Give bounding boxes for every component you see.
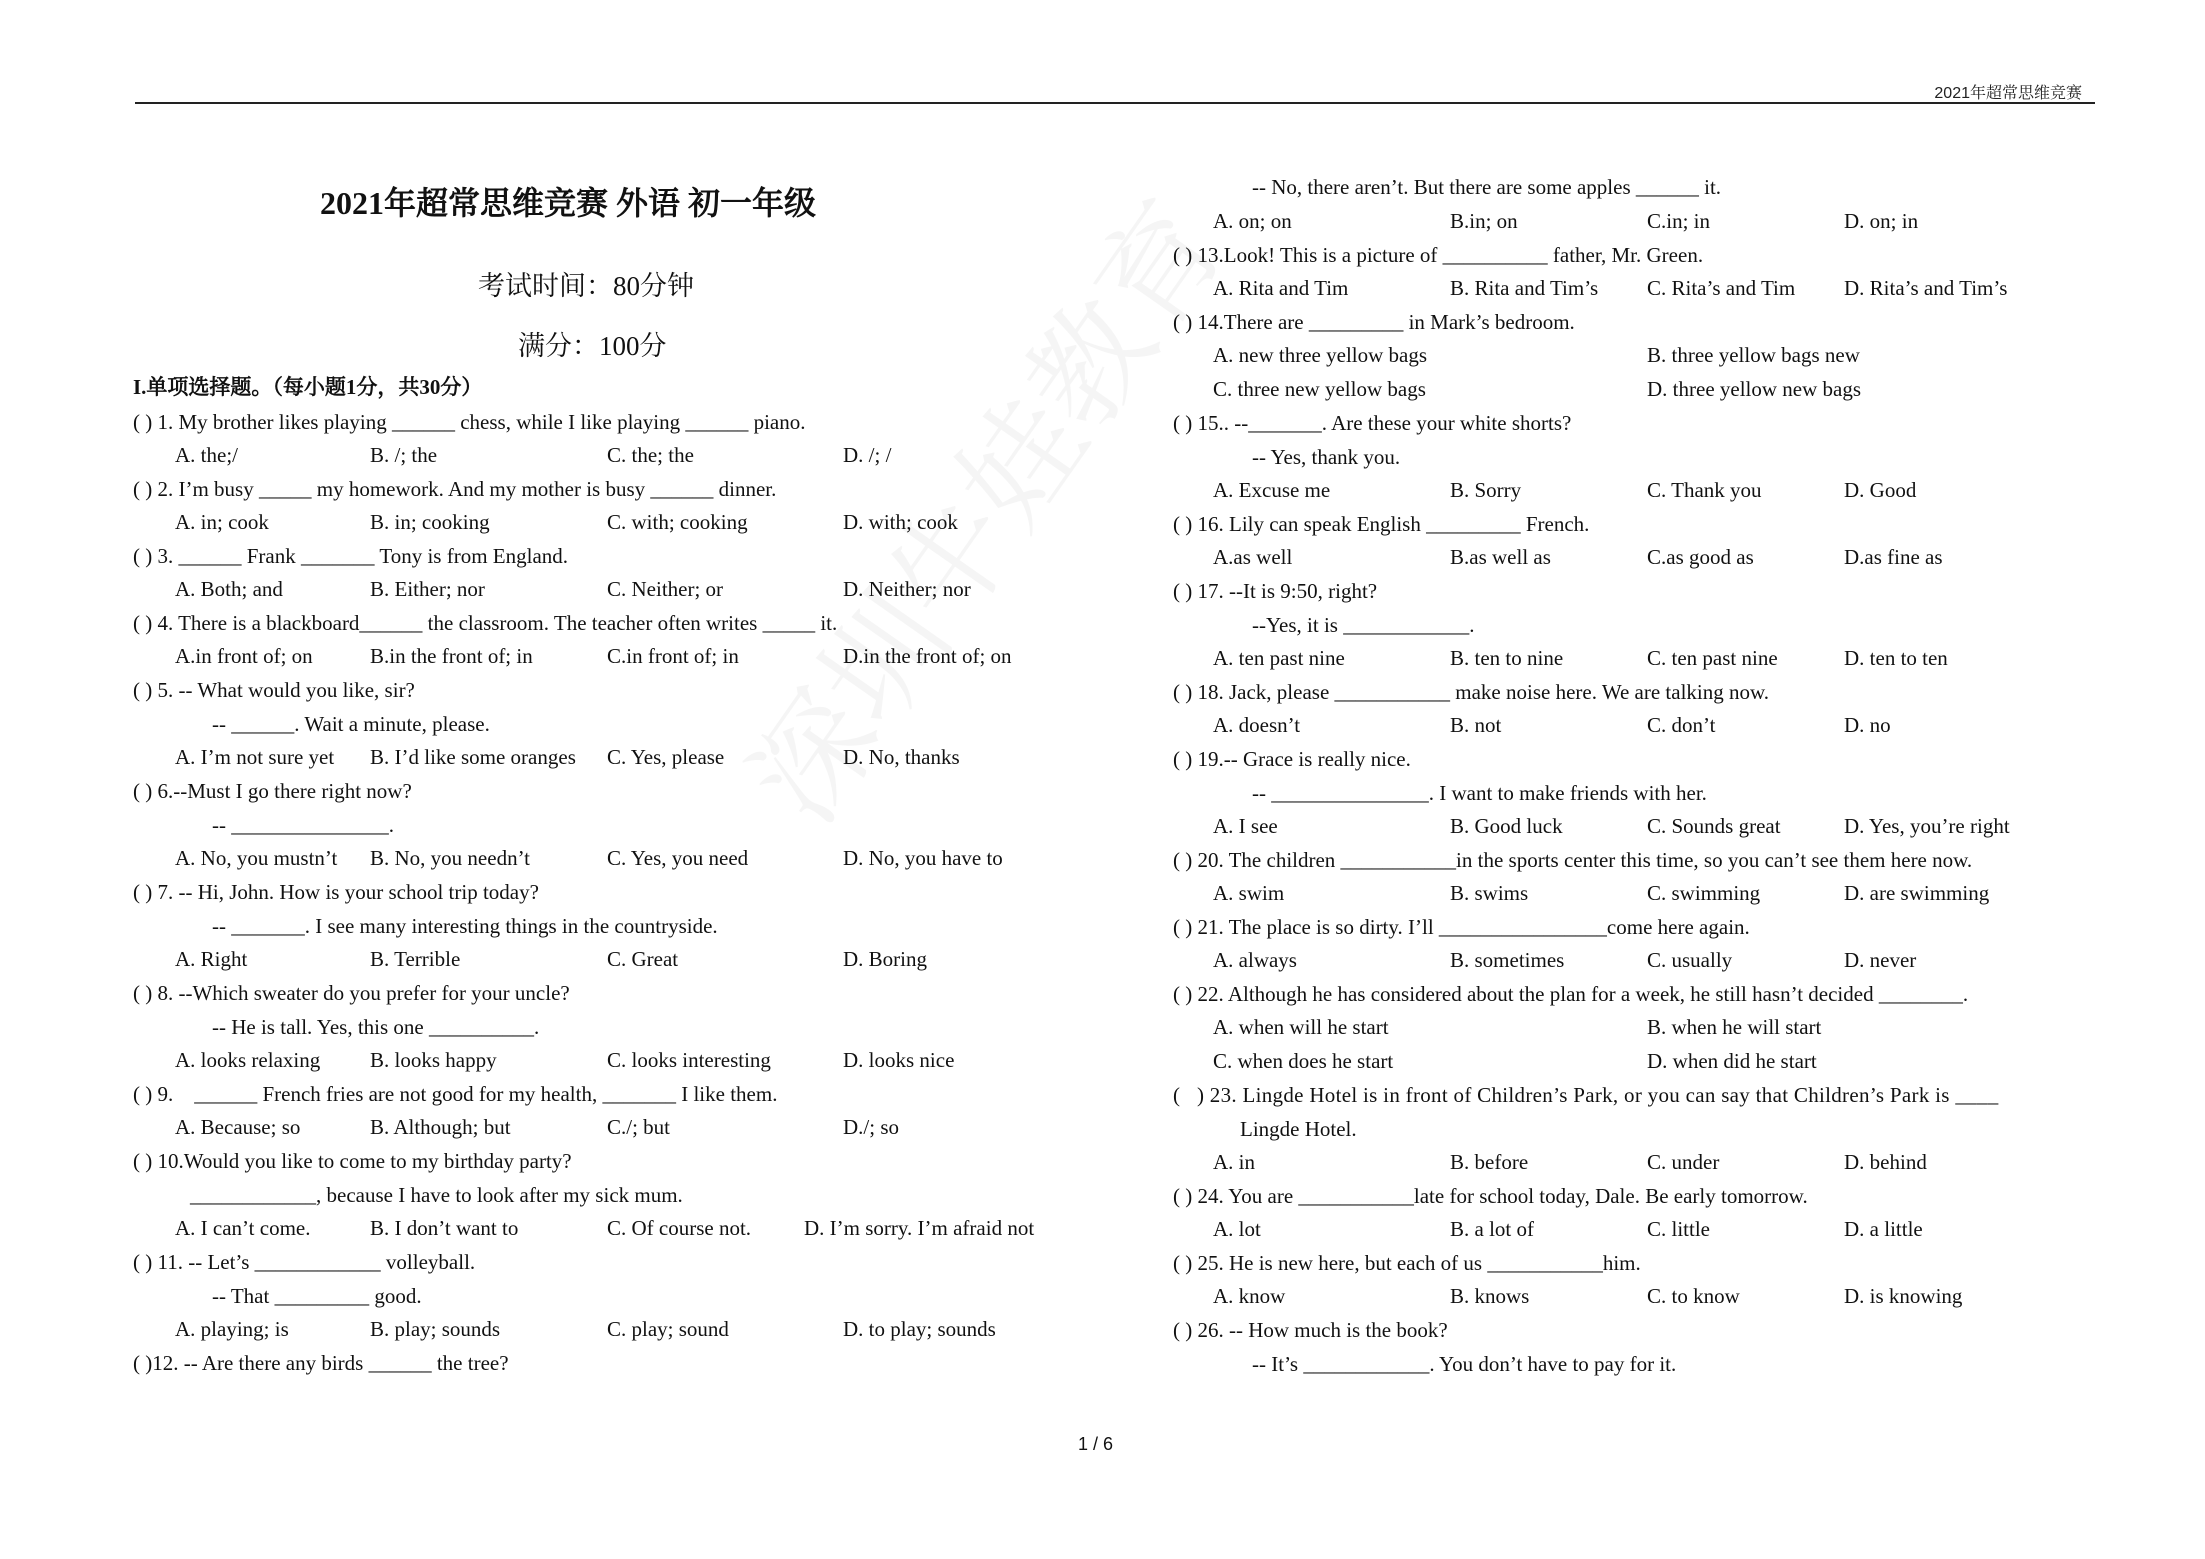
option: D. ten to ten xyxy=(1844,646,1948,670)
option: D. on; in xyxy=(1844,209,1919,233)
option: A. Excuse me xyxy=(1213,478,1331,502)
option: B. ten to nine xyxy=(1450,646,1564,670)
option: B. when he will start xyxy=(1647,1015,1822,1039)
question-10-reply: ____________, because I have to look after my sick mum. xyxy=(190,1183,683,1207)
page-number: 1 / 6 xyxy=(1078,1434,1114,1454)
option: C. ten past nine xyxy=(1647,646,1778,670)
question-23-cont: Lingde Hotel. xyxy=(1240,1117,1357,1141)
option: D. /; / xyxy=(843,443,892,467)
option: B.in the front of; in xyxy=(370,644,533,668)
full-score: 满分：100分 xyxy=(518,331,667,361)
question-15: ( ) 15.. --_______. Are these your white shorts? xyxy=(1173,411,1572,435)
question-15-reply: -- Yes, thank you. xyxy=(1252,445,1401,469)
question-2: ( ) 2. I’m busy _____ my homework. And my mother is busy ______ dinner. xyxy=(133,477,777,501)
option: C.as good as xyxy=(1647,545,1754,569)
option: A. lot xyxy=(1213,1217,1261,1241)
option: B. No, you needn’t xyxy=(370,846,531,870)
question-1: ( ) 1. My brother likes playing ______ chess, while I like playing ______ piano. xyxy=(133,410,806,434)
option: C. Sounds great xyxy=(1647,814,1781,838)
option: B. play; sounds xyxy=(370,1317,501,1341)
option: C.in front of; in xyxy=(607,644,739,668)
option: A. playing; is xyxy=(175,1317,289,1341)
question-4: ( ) 4. There is a blackboard______ the classroom. The teacher often writes _____ it. xyxy=(133,611,838,635)
question-19-reply: -- _______________. I want to make friends with her. xyxy=(1252,781,1707,805)
option: D. I’m sorry. I’m afraid not xyxy=(804,1216,1035,1240)
question-20: ( ) 20. The children ___________in the sports center this time, so you can’t see them here now. xyxy=(1173,848,1973,872)
option: B. not xyxy=(1450,713,1502,737)
option: D. to play; sounds xyxy=(843,1317,996,1341)
question-18: ( ) 18. Jack, please ___________ make noise here. We are talking now. xyxy=(1173,680,1770,704)
option: C.in; in xyxy=(1647,209,1711,233)
option: C. under xyxy=(1647,1150,1720,1174)
option: A. Because; so xyxy=(175,1115,301,1139)
question-9: ( ) 9. ______ French fries are not good for my health, _______ I like them. xyxy=(133,1082,778,1106)
option: A. ten past nine xyxy=(1213,646,1345,670)
option: D. No, thanks xyxy=(843,745,960,769)
option: D. a little xyxy=(1844,1217,1923,1241)
option: B. a lot of xyxy=(1450,1217,1534,1241)
option: B. Sorry xyxy=(1450,478,1522,502)
option: A. on; on xyxy=(1213,209,1292,233)
option: D. never xyxy=(1844,948,1917,972)
question-13: ( ) 13.Look! This is a picture of __________ father, Mr. Green. xyxy=(1173,243,1704,267)
running-header: 2021年超常思维竞赛 xyxy=(1934,85,2082,102)
option: A. always xyxy=(1213,948,1297,972)
option: B. I don’t want to xyxy=(370,1216,519,1240)
header-rule xyxy=(135,102,2095,104)
option: A. swim xyxy=(1213,881,1285,905)
option: A. doesn’t xyxy=(1213,713,1301,737)
exam-time: 考试时间：80分钟 xyxy=(478,271,694,301)
option: C. Yes, please xyxy=(607,745,725,769)
option: C. play; sound xyxy=(607,1317,729,1341)
option: C. Great xyxy=(607,947,679,971)
option: A. Both; and xyxy=(175,577,283,601)
question-17-reply: --Yes, it is ____________. xyxy=(1252,613,1475,637)
question-16: ( ) 16. Lily can speak English _________ French. xyxy=(1173,512,1590,536)
option: C. with; cooking xyxy=(607,510,748,534)
option: A. in; cook xyxy=(175,510,269,534)
option: D. Boring xyxy=(843,947,927,971)
option: D. behind xyxy=(1844,1150,1927,1174)
option: C. little xyxy=(1647,1217,1710,1241)
page-title: 2021年超常思维竞赛 外语 初一年级 xyxy=(320,185,817,221)
option: B. swims xyxy=(1450,881,1529,905)
option: A. new three yellow bags xyxy=(1213,343,1428,367)
option: D. Good xyxy=(1844,478,1917,502)
option: B.as well as xyxy=(1450,545,1551,569)
option: A. know xyxy=(1213,1284,1286,1308)
option: C. to know xyxy=(1647,1284,1740,1308)
option: A. when will he start xyxy=(1213,1015,1389,1039)
question-6-reply: -- _______________. xyxy=(212,813,394,837)
option: C. Neither; or xyxy=(607,577,724,601)
option: B. Although; but xyxy=(370,1115,511,1139)
question-8: ( ) 8. --Which sweater do you prefer for your uncle? xyxy=(133,981,570,1005)
option: B. knows xyxy=(1450,1284,1530,1308)
option: B. Either; nor xyxy=(370,577,485,601)
option: B. looks happy xyxy=(370,1048,497,1072)
option: D./; so xyxy=(843,1115,900,1139)
option: C. swimming xyxy=(1647,881,1761,905)
option: A. in xyxy=(1213,1150,1255,1174)
question-11: ( ) 11. -- Let’s ____________ volleyball. xyxy=(133,1250,476,1274)
option: A. the;/ xyxy=(175,443,238,467)
question-25: ( ) 25. He is new here, but each of us ___________him. xyxy=(1173,1251,1641,1275)
option: C. three new yellow bags xyxy=(1213,377,1426,401)
question-8-reply: -- He is tall. Yes, this one __________. xyxy=(212,1015,540,1039)
question-17: ( ) 17. --It is 9:50, right? xyxy=(1173,579,1378,603)
option: A. I’m not sure yet xyxy=(175,745,335,769)
option: D. are swimming xyxy=(1844,881,1990,905)
option: B. Good luck xyxy=(1450,814,1563,838)
option: D. Yes, you’re right xyxy=(1844,814,2010,838)
option: A. No, you mustn’t xyxy=(175,846,338,870)
option: D. looks nice xyxy=(843,1048,955,1072)
question-7: ( ) 7. -- Hi, John. How is your school trip today? xyxy=(133,880,539,904)
option: D.in the front of; on xyxy=(843,644,1012,668)
option: B.in; on xyxy=(1450,209,1518,233)
option: C. don’t xyxy=(1647,713,1716,737)
option: C. looks interesting xyxy=(607,1048,771,1072)
option: D. Neither; nor xyxy=(843,577,971,601)
question-10: ( ) 10.Would you like to come to my birthday party? xyxy=(133,1149,572,1173)
question-24: ( ) 24. You are ___________late for school today, Dale. Be early tomorrow. xyxy=(1173,1184,1808,1208)
option: B. three yellow bags new xyxy=(1647,343,1860,367)
option: C. usually xyxy=(1647,948,1733,972)
section-heading: I.单项选择题。（每小题1分，共30分） xyxy=(133,375,483,399)
option: B. Terrible xyxy=(370,947,461,971)
option: B. before xyxy=(1450,1150,1529,1174)
question-11-reply: -- That _________ good. xyxy=(212,1284,422,1308)
question-26-reply: -- It’s ____________. You don’t have to pay for it. xyxy=(1252,1352,1677,1376)
option: D.as fine as xyxy=(1844,545,1943,569)
question-12: ( )12. -- Are there any birds ______ the tree? xyxy=(133,1351,509,1375)
option: B. Rita and Tim’s xyxy=(1450,276,1599,300)
option: A. I can’t come. xyxy=(175,1216,311,1240)
option: D. three yellow new bags xyxy=(1647,377,1862,401)
option: A. looks relaxing xyxy=(175,1048,321,1072)
option: C. Thank you xyxy=(1647,478,1762,502)
question-3: ( ) 3. ______ Frank _______ Tony is from England. xyxy=(133,544,569,568)
option: D. No, you have to xyxy=(843,846,1003,870)
option: D. with; cook xyxy=(843,510,958,534)
question-19: ( ) 19.-- Grace is really nice. xyxy=(1173,747,1411,771)
option: C. when does he start xyxy=(1213,1049,1394,1073)
option: D. is knowing xyxy=(1844,1284,1963,1308)
option: A. Right xyxy=(175,947,248,971)
option: C./; but xyxy=(607,1115,671,1139)
option: C. Of course not. xyxy=(607,1216,752,1240)
option: A.as well xyxy=(1213,545,1293,569)
question-5-reply: -- ______. Wait a minute, please. xyxy=(212,712,490,736)
option: A.in front of; on xyxy=(175,644,313,668)
option: D. when did he start xyxy=(1647,1049,1817,1073)
option: C. Rita’s and Tim xyxy=(1647,276,1796,300)
option: C. Yes, you need xyxy=(607,846,749,870)
question-6: ( ) 6.--Must I go there right now? xyxy=(133,779,412,803)
option: D. no xyxy=(1844,713,1891,737)
question-22: ( ) 22. Although he has considered about the plan for a week, he still hasn’t decided ________. xyxy=(1173,982,1969,1006)
option: A. I see xyxy=(1213,814,1278,838)
question-5: ( ) 5. -- What would you like, sir? xyxy=(133,678,415,702)
question-12-reply: -- No, there aren’t. But there are some apples ______ it. xyxy=(1252,175,1722,199)
question-21: ( ) 21. The place is so dirty. I’ll ________________come here again. xyxy=(1173,915,1750,939)
option: B. sometimes xyxy=(1450,948,1565,972)
option: D. Rita’s and Tim’s xyxy=(1844,276,2008,300)
option: B. in; cooking xyxy=(370,510,490,534)
option: B. /; the xyxy=(370,443,438,467)
option: C. the; the xyxy=(607,443,694,467)
question-23: ( ) 23. Lingde Hotel is in front of Children’s Park, or you can say that Children’s Park is ____ xyxy=(1173,1083,1999,1107)
option: A. Rita and Tim xyxy=(1213,276,1349,300)
question-7-reply: -- _______. I see many interesting things in the countryside. xyxy=(212,914,718,938)
question-14: ( ) 14.There are _________ in Mark’s bedroom. xyxy=(1173,310,1575,334)
question-26: ( ) 26. -- How much is the book? xyxy=(1173,1318,1448,1342)
option: B. I’d like some oranges xyxy=(370,745,576,769)
